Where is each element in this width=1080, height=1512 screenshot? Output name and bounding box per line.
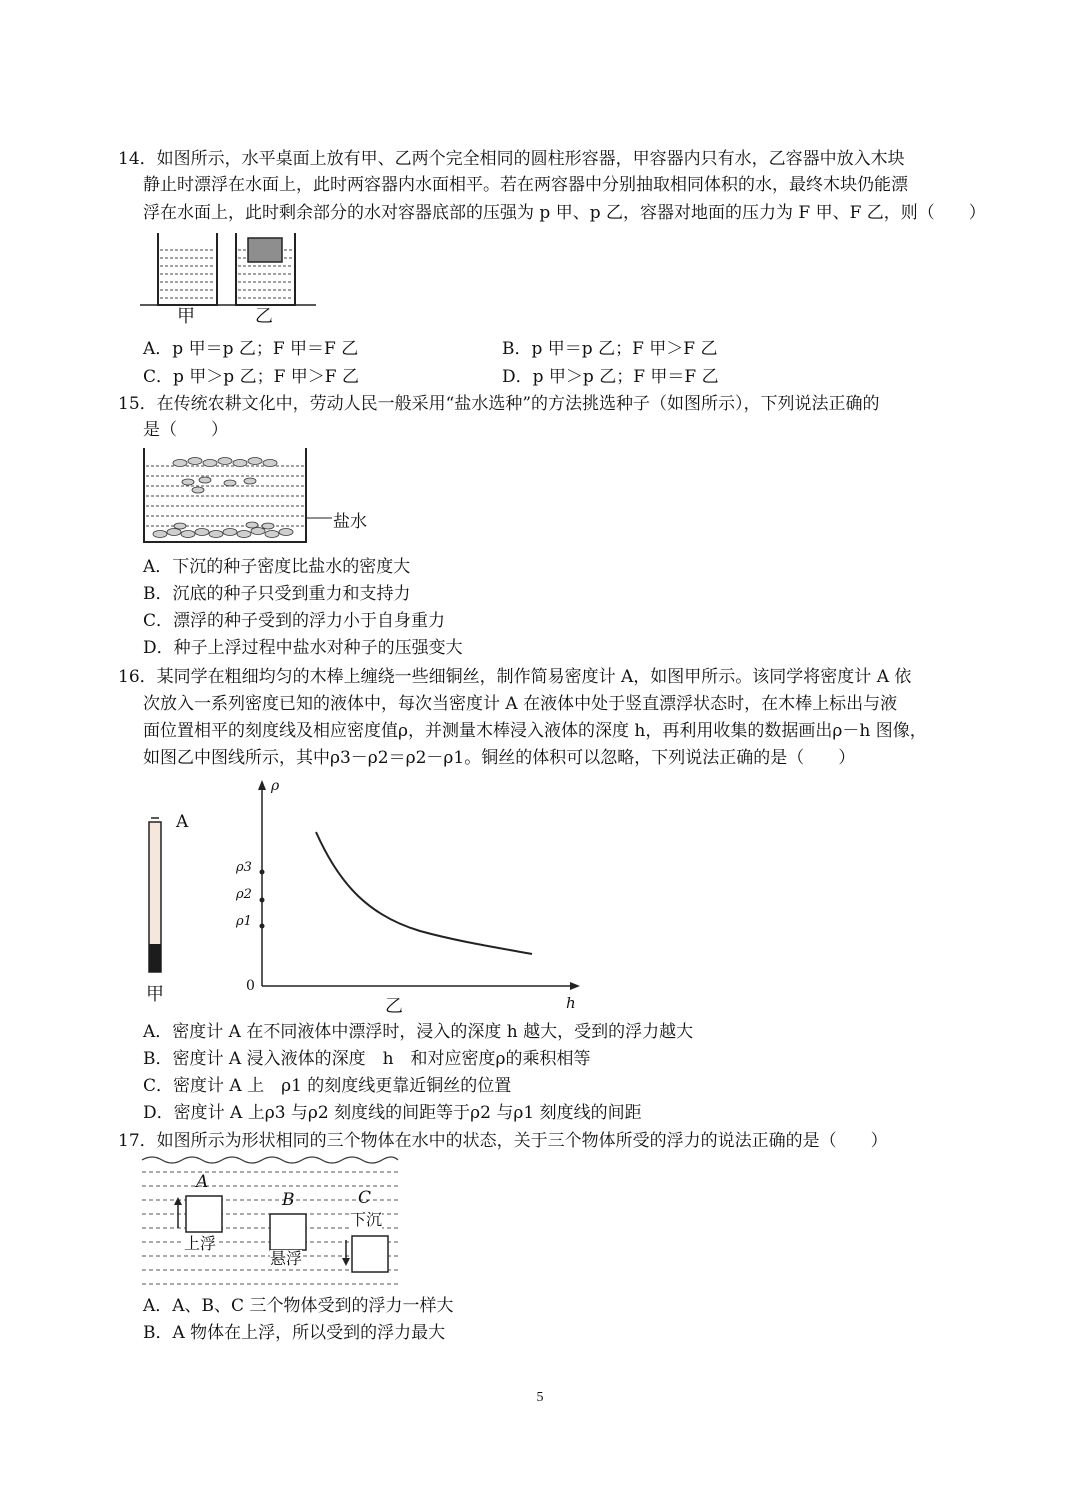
tick-rho2 bbox=[260, 898, 265, 903]
q17-state-rising: 上浮 bbox=[184, 1234, 217, 1253]
q16-caption-yi: 乙 bbox=[385, 996, 403, 1017]
q14-option-b: B．p 甲＝p 乙；F 甲＞F 乙 bbox=[502, 339, 718, 359]
q17-state-sinking: 下沉 bbox=[350, 1210, 383, 1229]
q16-tick-rho2-label: ρ2 bbox=[236, 887, 252, 902]
q16-caption-jia: 甲 bbox=[146, 984, 164, 1005]
q14-option-c: C．p 甲＞p 乙；F 甲＞F 乙 bbox=[143, 367, 359, 387]
q17-option-a: A．A、B、C 三个物体受到的浮力一样大 bbox=[143, 1296, 454, 1316]
q14-figure-containers bbox=[140, 228, 330, 328]
page-number: 5 bbox=[536, 1390, 544, 1405]
q15-label-salt-water: 盐水 bbox=[333, 512, 367, 532]
q15-option-a: A．下沉的种子密度比盐水的密度大 bbox=[143, 557, 411, 577]
q15-option-c: C．漂浮的种子受到的浮力小于自身重力 bbox=[143, 611, 446, 631]
q16-option-c: C．密度计 A 上 ρ1 的刻度线更靠近铜丝的位置 bbox=[143, 1076, 512, 1096]
q14-option-d: D．p 甲＞p 乙；F 甲＝F 乙 bbox=[502, 367, 719, 387]
q14-label-jia: 甲 bbox=[177, 306, 195, 327]
q14-label-yi: 乙 bbox=[255, 306, 273, 327]
q17-option-b: B．A 物体在上浮，所以受到的浮力最大 bbox=[143, 1323, 446, 1343]
q17-label-b: B bbox=[282, 1190, 295, 1210]
q16-line-1: 16．某同学在粗细均匀的木棒上缠绕一些细铜丝，制作简易密度计 A，如图甲所示。该同学将密度计 A 依 bbox=[118, 667, 912, 687]
wood-block bbox=[248, 238, 282, 262]
object-b bbox=[270, 1214, 306, 1250]
q16-rho-h-graph bbox=[230, 776, 590, 1016]
q16-line-2: 次放入一系列密度已知的液体中，每次当密度计 A 在液体中处于竖直漂浮状态时，在木棒上标出与液 bbox=[143, 694, 898, 714]
q16-x-axis-label: h bbox=[566, 994, 576, 1012]
q14-line-1: 14．如图所示，水平桌面上放有甲、乙两个完全相同的圆柱形容器，甲容器内只有水，乙容器中放入木块 bbox=[118, 149, 905, 169]
q14-option-a: A．p 甲＝p 乙；F 甲＝F 乙 bbox=[143, 339, 359, 359]
q14-line-2: 静止时漂浮在水面上，此时两容器内水面相平。若在两容器中分别抽取相同体积的水，最终木块仍能漂 bbox=[143, 175, 908, 195]
q15-line-1: 15．在传统农耕文化中，劳动人民一般采用“盐水选种”的方法挑选种子（如图所示），下列说法正确的 bbox=[118, 394, 880, 414]
rho-h-curve bbox=[316, 832, 532, 954]
q16-line-4: 如图乙中图线所示，其中ρ3－ρ2＝ρ2－ρ1。铜丝的体积可以忽略，下列说法正确的是（ ） bbox=[143, 748, 856, 768]
copper-wire bbox=[149, 944, 161, 972]
q16-rod-label: A bbox=[176, 812, 189, 832]
object-c bbox=[352, 1236, 388, 1272]
tick-rho1 bbox=[260, 924, 265, 929]
q17-line-1: 17．如图所示为形状相同的三个物体在水中的状态，关于三个物体所受的浮力的说法正确的是（ ） bbox=[118, 1131, 888, 1151]
q16-y-axis-label: ρ bbox=[271, 778, 280, 794]
q16-line-3: 面位置相平的刻度线及相应密度值ρ，并测量木棒浸入液体的深度 h，再利用收集的数据画出ρ－h 图像， bbox=[143, 721, 927, 741]
q14-line-3: 浮在水面上，此时剩余部分的水对容器底部的压强为 p 甲、p 乙，容器对地面的压力为 F 甲、F 乙，则（ ） bbox=[143, 203, 986, 223]
q15-option-b: B．沉底的种子只受到重力和支持力 bbox=[143, 584, 411, 604]
object-a bbox=[186, 1196, 222, 1232]
q15-line-2: 是（ ） bbox=[143, 420, 228, 440]
q16-option-a: A．密度计 A 在不同液体中漂浮时，浸入的深度 h 越大，受到的浮力越大 bbox=[143, 1022, 694, 1042]
q16-origin-label: 0 bbox=[246, 978, 255, 994]
tick-rho3 bbox=[260, 870, 265, 875]
q16-option-d: D．密度计 A 上ρ3 与ρ2 刻度线的间距等于ρ2 与ρ1 刻度线的间距 bbox=[143, 1103, 642, 1123]
q16-tick-rho1-label: ρ1 bbox=[236, 914, 252, 929]
q15-figure-salt-water bbox=[140, 446, 340, 546]
q17-label-c: C bbox=[358, 1188, 372, 1208]
q17-label-a: A bbox=[196, 1172, 209, 1192]
q16-option-b: B．密度计 A 浸入液体的深度 h 和对应密度ρ的乘积相等 bbox=[143, 1049, 591, 1069]
q17-state-suspended: 悬浮 bbox=[270, 1249, 303, 1268]
q16-tick-rho3-label: ρ3 bbox=[236, 860, 252, 875]
q15-option-d: D．种子上浮过程中盐水对种子的压强变大 bbox=[143, 638, 463, 658]
